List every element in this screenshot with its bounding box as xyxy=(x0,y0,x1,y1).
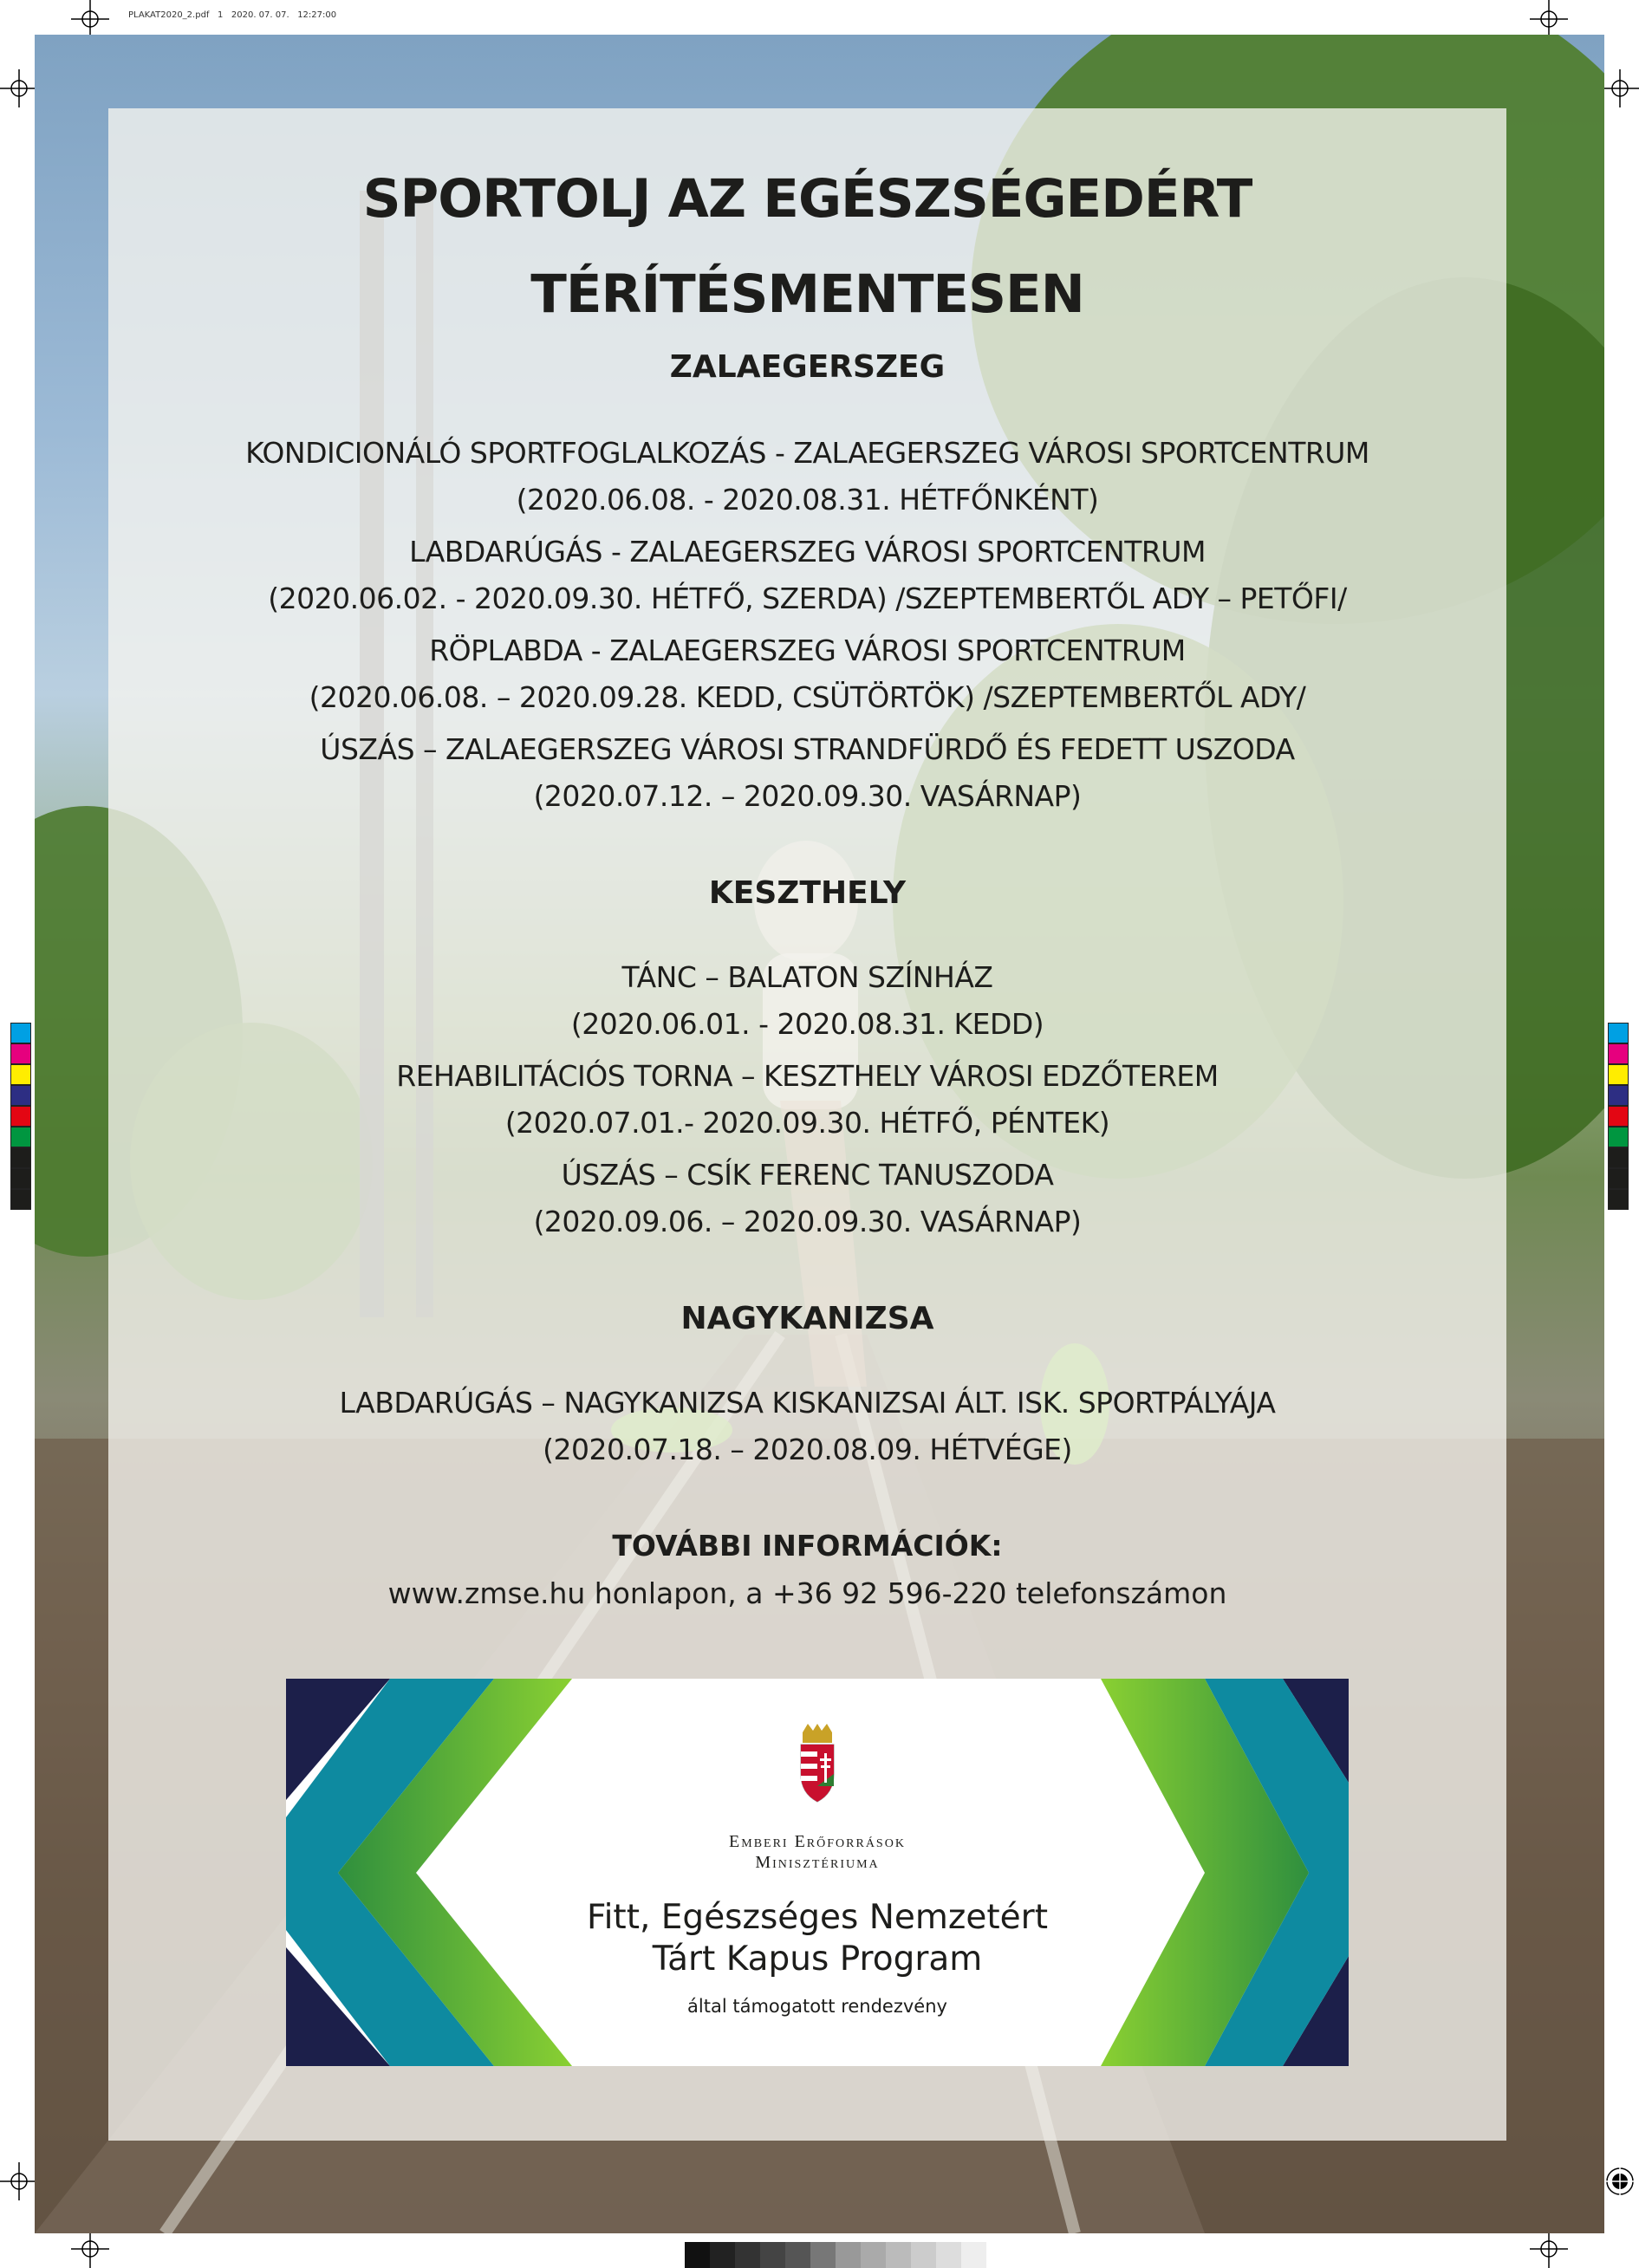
poster-content xyxy=(108,108,1506,1610)
activity-name: ÚSZÁS – CSÍK FERENC TANUSZODA xyxy=(561,1158,1054,1192)
activity-schedule: (2020.09.06. – 2020.09.30. VASÁRNAP) xyxy=(533,1205,1082,1238)
gray-step-bar xyxy=(685,2242,986,2268)
section-keszthely xyxy=(108,954,1506,1245)
section-zalaegerszeg xyxy=(108,430,1506,820)
supported-by-text: által támogatott rendezvény xyxy=(687,1996,947,2017)
hungarian-coat-of-arms-icon xyxy=(796,1724,839,1803)
city-heading-keszthely: KESZTHELY xyxy=(708,875,907,911)
activity-name: RÖPLABDA - ZALAEGERSZEG VÁROSI SPORTCENTRUM xyxy=(429,634,1186,667)
color-bar-left xyxy=(10,1023,31,1210)
info-heading: TOVÁBBI INFORMÁCIÓK: xyxy=(612,1529,1003,1563)
registration-mark-right-top xyxy=(1601,69,1639,107)
activity-item xyxy=(108,1152,1506,1245)
activity-schedule: (2020.07.18. – 2020.08.09. HÉTVÉGE) xyxy=(543,1433,1072,1466)
title-line-1: SPORTOLJ AZ EGÉSZSÉGEDÉRT xyxy=(362,168,1252,230)
program-line-2: Tárt Kapus Program xyxy=(652,1940,983,1979)
print-info: PLAKAT2020_2.pdf 1 2020. 07. 07. 12:27:00 xyxy=(128,10,337,20)
activity-schedule: (2020.07.01.- 2020.09.30. HÉTFŐ, PÉNTEK) xyxy=(504,1106,1110,1140)
sponsor-banner xyxy=(286,1679,1349,2066)
activity-name: TÁNC – BALATON SZÍNHÁZ xyxy=(621,960,993,994)
activity-schedule: (2020.06.08. – 2020.09.28. KEDD, CSÜTÖRTÖK) /SZEPTEMBERTŐL ADY/ xyxy=(309,680,1306,714)
registration-mark-left-bottom xyxy=(0,2162,38,2200)
registration-mark-top-right xyxy=(1530,0,1568,38)
registration-mark-bottom-right xyxy=(1530,2230,1568,2268)
registration-mark-top-left xyxy=(71,0,109,38)
activity-schedule: (2020.07.12. – 2020.09.30. VASÁRNAP) xyxy=(533,779,1082,813)
activity-item xyxy=(108,529,1506,622)
activity-name: ÚSZÁS – ZALAEGERSZEG VÁROSI STRANDFÜRDŐ ÉS FEDETT USZODA xyxy=(320,732,1295,766)
info-contact: www.zmse.hu honlapon, a +36 92 596-220 telefonszámon xyxy=(387,1576,1227,1610)
activity-name: LABDARÚGÁS – NAGYKANIZSA KISKANIZSAI ÁLT. ISK. SPORTPÁLYÁJA xyxy=(339,1386,1276,1420)
activity-schedule: (2020.06.01. - 2020.08.31. KEDD) xyxy=(570,1007,1044,1041)
program-line-1: Fitt, Egészséges Nemzetért xyxy=(586,1898,1048,1937)
activity-schedule: (2020.06.02. - 2020.09.30. HÉTFŐ, SZERDA) /SZEPTEMBERTŐL ADY – PETŐFI/ xyxy=(268,582,1347,615)
ministry-line-2: Minisztériuma xyxy=(755,1853,880,1872)
registration-mark-left-top xyxy=(0,69,38,107)
ministry-name xyxy=(286,1831,1349,1873)
poster-title xyxy=(108,152,1506,342)
activity-schedule: (2020.06.08. - 2020.08.31. HÉTFŐNKÉNT) xyxy=(516,483,1099,517)
title-line-2: TÉRÍTÉSMENTESEN xyxy=(530,263,1084,325)
activity-name: REHABILITÁCIÓS TORNA – KESZTHELY VÁROSI EDZŐTEREM xyxy=(396,1059,1219,1093)
activity-item xyxy=(108,430,1506,523)
info-block xyxy=(108,1529,1506,1610)
activity-name: LABDARÚGÁS - ZALAEGERSZEG VÁROSI SPORTCENTRUM xyxy=(409,535,1206,569)
activity-item xyxy=(108,1053,1506,1147)
activity-item xyxy=(108,1380,1506,1473)
city-heading-zalaegerszeg: ZALAEGERSZEG xyxy=(669,349,946,385)
activity-item xyxy=(108,627,1506,721)
color-bar-right xyxy=(1608,1023,1629,1210)
section-nagykanizsa xyxy=(108,1380,1506,1473)
program-name xyxy=(286,1897,1349,1980)
city-heading-nagykanizsa: NAGYKANIZSA xyxy=(680,1301,934,1336)
activity-name: KONDICIONÁLÓ SPORTFOGLALKOZÁS - ZALAEGERSZEG VÁROSI SPORTCENTRUM xyxy=(245,436,1369,470)
registration-mark-bottom-left xyxy=(71,2230,109,2268)
ministry-line-1: Emberi Erőforrások xyxy=(729,1832,906,1851)
registration-mark-right-bottom xyxy=(1601,2162,1639,2200)
activity-item xyxy=(108,726,1506,820)
activity-item xyxy=(108,954,1506,1048)
